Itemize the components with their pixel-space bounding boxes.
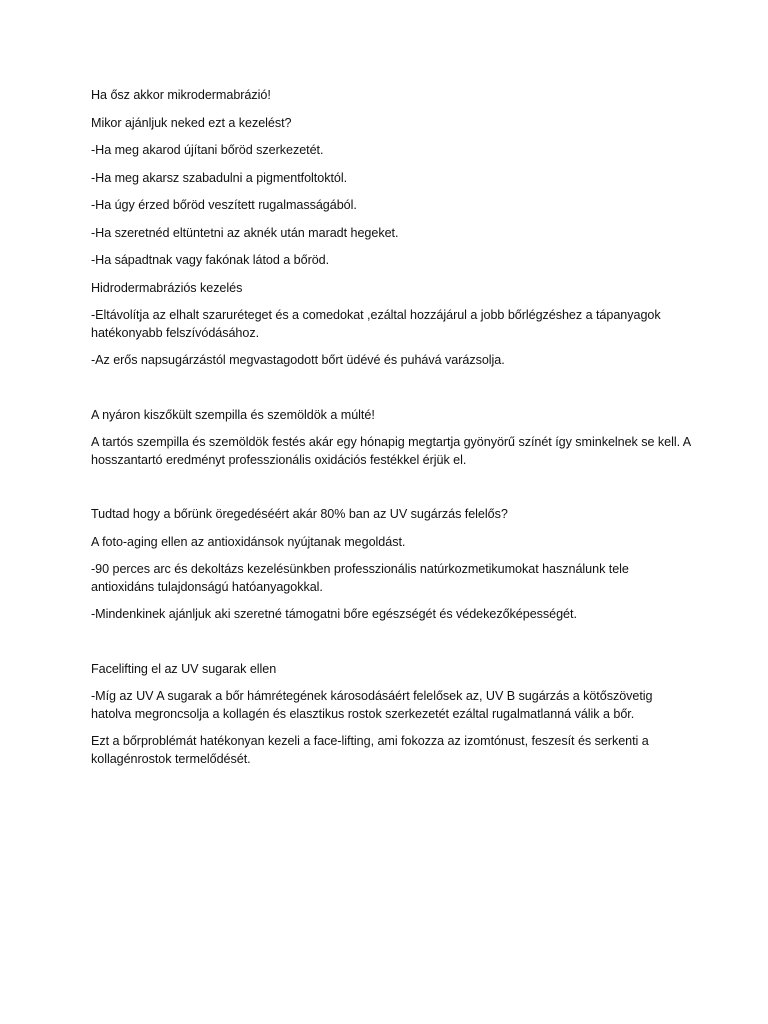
section-spacer [91, 479, 691, 506]
paragraph-antioxidants: A foto-aging ellen az antioxidánsok nyújtanak megoldást. [91, 534, 406, 549]
list-item-90-min-treatment: -90 perces arc és dekoltázs kezelésünkben professzionális natúrkozmetikumokat használunk tele antioxidáns tulajdonságú hatóanyagokkal. [91, 562, 629, 594]
paragraph-sun-thickened-skin: -Az erős napsugárzástól megvastagodott bőrt üdévé és puhává varázsolja. [91, 353, 505, 367]
heading-lash-brow: A nyáron kiszőkült szempilla és szemöldök a múlté! [91, 407, 375, 422]
document-page [91, 87, 691, 778]
paragraph-removes-dead-cells: -Eltávolítja az elhalt szaruréteget és a comedokat ,ezáltal hozzájárul a jobb bőrlégzéshez a tápanyagok hatékonyabb felszívódásához. [91, 308, 661, 340]
list-item-pale-skin: -Ha sápadtnak vagy fakónak látod a bőröd. [91, 253, 330, 267]
heading-uv-aging: Tudtad hogy a bőrünk öregedéséért akár 80% ban az UV sugárzás felelős? [91, 507, 508, 521]
heading-hydrodermabrasion: Hidrodermabráziós kezelés [91, 280, 243, 295]
question-when-recommended: Mikor ajánljuk neked ezt a kezelést? [91, 115, 292, 130]
list-item-recommended-for-all: -Mindenkinek ajánljuk aki szeretné támogatni bőre egészségét és védekezőképességét. [91, 607, 577, 621]
section-microdermabrasion [91, 87, 691, 370]
section-uv-aging [91, 506, 691, 624]
section-spacer [91, 634, 691, 661]
list-item-renew-skin: -Ha meg akarod újítani bőröd szerkezetét. [91, 143, 324, 157]
heading-microdermabrasion: Ha ősz akkor mikrodermabrázió! [91, 88, 271, 102]
section-spacer [91, 380, 691, 407]
list-item-elasticity: -Ha úgy érzed bőröd veszített rugalmasságából. [91, 198, 357, 212]
list-item-pigment-spots: -Ha meg akarsz szabadulni a pigmentfoltoktól. [91, 170, 348, 185]
section-facelifting [91, 661, 691, 769]
list-item-acne-scars: -Ha szeretnéd eltüntetni az aknék után maradt hegeket. [91, 225, 399, 240]
paragraph-uv-a-uv-b: -Míg az UV A sugarak a bőr hámrétegének károsodásáért felelősek az, UV B sugárzás a kötőszövetig hatolva megroncsolja a kollagén és elasztikus rostok szerkezetét ezáltal rugalmatlanná válik a bőr. [91, 689, 653, 721]
paragraph-lash-brow-tint: A tartós szempilla és szemöldök festés akár egy hónapig megtartja gyönyörű színét így sminkelnek se kell. A hosszantartó eredményt professzionális oxidációs festékkel érjük el. [91, 435, 691, 467]
heading-facelifting: Facelifting el az UV sugarak ellen [91, 661, 277, 676]
paragraph-face-lifting-benefits: Ezt a bőrproblémát hatékonyan kezeli a face-lifting, ami fokozza az izomtónust, feszesít és serkenti a kollagénrostok termelődését. [91, 734, 649, 766]
section-lash-brow [91, 407, 691, 470]
